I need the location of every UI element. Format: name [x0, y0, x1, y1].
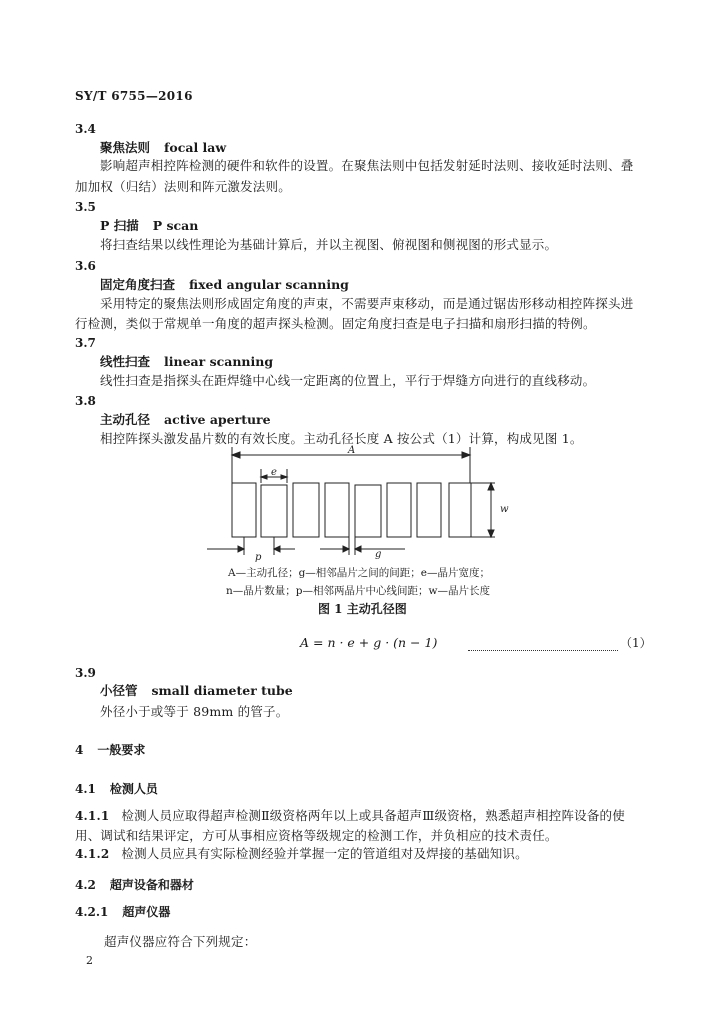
term-cn: 小径管 [100, 683, 138, 698]
formula-leader-dots [468, 650, 618, 651]
figure-legend-line: A—主动孔径；g—相邻晶片之间的间距；e—晶片宽度； [228, 567, 491, 579]
section-number-3-9: 3.9 [75, 666, 96, 680]
equation-number: （1） [620, 636, 652, 650]
figure-legend-line: n—晶片数量；p—相邻两晶片中心线间距；w—晶片长度 [226, 585, 490, 597]
section-heading-4-2-1 [75, 904, 170, 920]
section-number-3-6: 3.6 [75, 259, 96, 273]
chapter-number: 4 [75, 743, 84, 757]
dim-A-arrow-right [462, 452, 470, 458]
term-active-aperture [100, 412, 271, 428]
body-line: 相控阵探头激发晶片数的有效长度。主动孔径长度 A 按公式（1）计算，构成见图 1。 [100, 431, 583, 446]
running-header: SY/T 6755—2016 [75, 89, 193, 103]
body-line: 采用特定的聚焦法则形成固定角度的声束，不需要声束移动，而是通过锯齿形移动相控阵探头进 [100, 296, 634, 311]
section-number: 4.2.1 [75, 905, 109, 919]
term-p-scan [100, 218, 198, 234]
section-number-3-5: 3.5 [75, 200, 96, 214]
clause-number: 4.1.2 [75, 847, 110, 861]
dim-w-arrow-top [488, 483, 494, 490]
term-linear-scanning [100, 354, 273, 370]
label-w: w [500, 504, 509, 515]
dim-e-arrow-left [261, 475, 267, 479]
chapter-heading-4 [75, 742, 145, 758]
term-cn: P 扫描 [100, 218, 139, 233]
clause-4-1-2 [75, 846, 528, 862]
term-en: active aperture [164, 412, 271, 427]
label-A: A [348, 445, 356, 456]
body-line: 线性扫查是指探头在距焊缝中心线一定距离的位置上，平行于焊缝方向进行的直线移动。 [100, 373, 596, 388]
chapter-title: 一般要求 [97, 743, 146, 757]
dim-w-arrow-bottom [488, 530, 494, 537]
section-title: 超声仪器 [122, 905, 171, 919]
dim-e-arrow-right [281, 475, 287, 479]
element-4 [325, 483, 349, 537]
term-cn: 线性扫查 [100, 354, 151, 369]
label-p: p [255, 552, 262, 563]
clause-4-1-1 [75, 808, 625, 824]
term-en: small diameter tube [151, 683, 293, 698]
section-heading-4-2 [75, 877, 194, 893]
section-title: 超声设备和器材 [109, 878, 194, 892]
section-number-3-8: 3.8 [75, 394, 96, 408]
dim-A-arrow-left [232, 452, 240, 458]
term-en: P scan [152, 218, 199, 233]
term-en: fixed angular scanning [189, 277, 349, 292]
body-line: 行检测，类似于常规单一角度的超声探头检测。固定角度扫查是电子扫描和扇形扫描的特例。 [75, 316, 596, 331]
dim-p-arrow-left [238, 546, 244, 552]
dim-g-arrow-right [355, 546, 361, 552]
element-3 [293, 483, 319, 537]
section-title: 检测人员 [109, 782, 158, 796]
section-number: 4.2 [75, 878, 96, 892]
section-number: 4.1 [75, 782, 96, 796]
clause-number: 4.1.1 [75, 809, 110, 823]
term-fixed-angular-scanning [100, 277, 349, 293]
element-5 [355, 485, 381, 537]
body-line: 超声仪器应符合下列规定： [104, 934, 257, 949]
active-aperture-diagram [195, 445, 525, 570]
section-number-3-4: 3.4 [75, 122, 96, 136]
term-en: focal law [164, 140, 227, 155]
body-line: 影响超声相控阵检测的硬件和软件的设置。在聚焦法则中包括发射延时法则、接收延时法则、叠 [100, 158, 634, 173]
term-cn: 固定角度扫查 [100, 277, 176, 292]
element-8 [449, 483, 471, 537]
figure-caption: 图 1 主动孔径图 [318, 602, 407, 616]
element-6 [387, 483, 411, 537]
label-g: g [375, 549, 382, 560]
dim-g-arrow-left [343, 546, 349, 552]
dim-p-arrow-right [274, 546, 280, 552]
term-focal-law [100, 140, 226, 156]
element-1 [232, 483, 256, 537]
body-line: 外径小于或等于 89mm 的管子。 [100, 704, 289, 719]
term-en: linear scanning [164, 354, 274, 369]
body-line: 将扫查结果以线性理论为基础计算后，并以主视图、俯视图和侧视图的形式显示。 [100, 237, 558, 252]
body-line: 用、调试和结果评定，方可从事相应资格等级规定的检测工作，并负相应的技术责任。 [75, 828, 558, 843]
label-e: e [271, 467, 277, 478]
body-line: 检测人员应具有实际检测经验并掌握一定的管道组对及焊接的基础知识。 [121, 846, 528, 861]
section-number-3-7: 3.7 [75, 336, 96, 350]
element-2 [261, 485, 287, 537]
body-line: 加加权（归结）法则和阵元激发法则。 [75, 179, 291, 194]
element-7 [417, 483, 441, 537]
term-small-diameter-tube [100, 683, 293, 699]
body-line: 检测人员应取得超声检测Ⅱ级资格两年以上或具备超声Ⅲ级资格，熟悉超声相控阵设备的使 [121, 808, 625, 823]
page-number: 2 [86, 954, 93, 967]
formula: A = n · e + g · (n − 1) [300, 635, 438, 650]
section-heading-4-1 [75, 781, 158, 797]
term-cn: 聚焦法则 [100, 140, 151, 155]
term-cn: 主动孔径 [100, 412, 151, 427]
